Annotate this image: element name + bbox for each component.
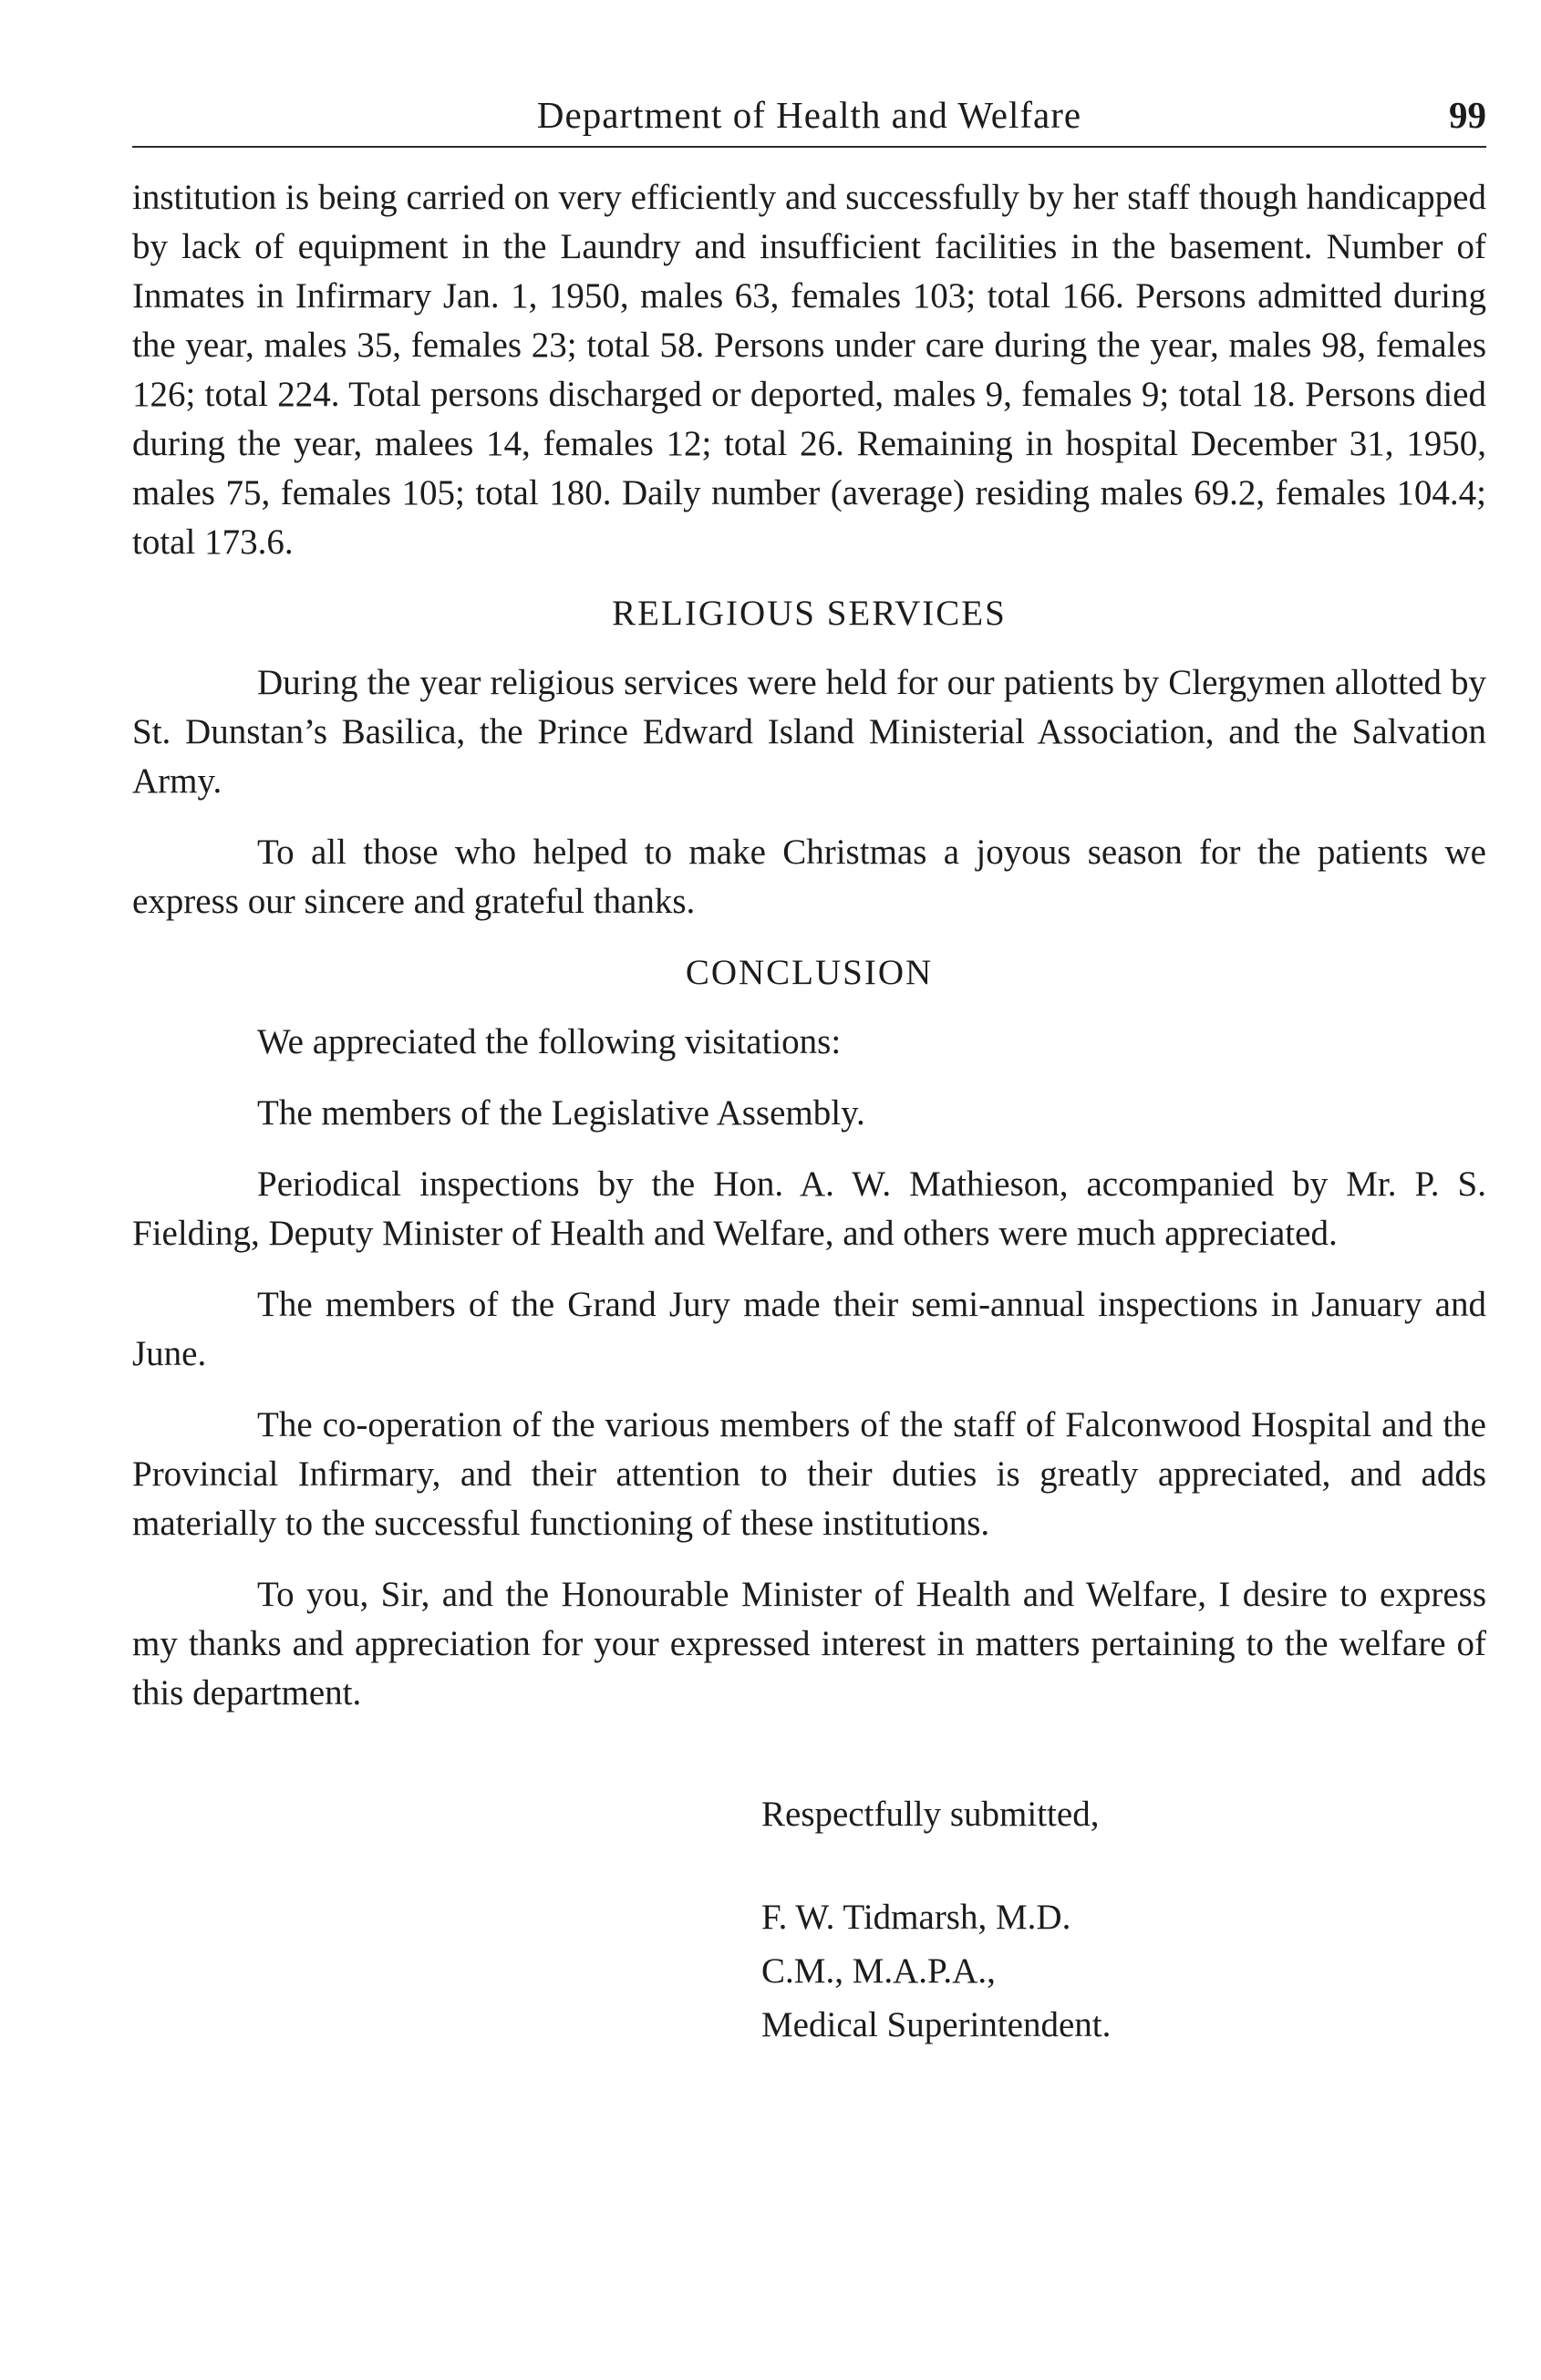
signature-credentials: C.M., M.A.P.A., [761,1951,996,1991]
infirmary-statistics-paragraph: institution is being carried on very efficiently and successfully by her staff though handicapped by lack of equipment in the Laundry and insufficient facilities in the basement. Number of Inmates in Infirmary Jan. 1, 1950, males 63, females 103; total 166. Persons admitted during the year, males 35, females 23; total 58. Persons under care during the year, males 98, females 126; total 224. Total persons discharged or deported, males 9, females 9; total 18. Persons died during the year, malees 14, females 12; total 26. Remaining in hospital December 31, 1950, males 75, females 105; total 180. Daily number (average) residing males 69.2, females 104.4; total 173.6. [132,178,1486,562]
signature-closing: Respectfully submitted, [761,1795,1100,1834]
religious-services-paragraph: During the year religious services were held for our patients by Clergymen allotted by St. Dunstan’s Basilica, the Prince Edward Island Ministerial Association, and the Salvation Army. [132,663,1486,801]
visitations-intro: We appreciated the following visitations: [257,1022,842,1061]
religious-services-heading: RELIGIOUS SERVICES [612,594,1007,633]
conclusion-heading: CONCLUSION [685,953,934,992]
document-page [132,89,1486,2052]
grand-jury-paragraph: The members of the Grand Jury made their semi-annual inspections in January and June. [132,1285,1486,1373]
running-header [132,89,1486,148]
page-number: 99 [1449,94,1486,136]
signature-title: Medical Superintendent. [761,2005,1112,2044]
closing-thanks-paragraph: To you, Sir, and the Honourable Minister of Health and Welfare, I desire to express my thanks and appreciation for your expressed interest in matters pertaining to the welfare of this department. [132,1575,1486,1713]
inspections-paragraph: Periodical inspections by the Hon. A. W. Mathieson, accompanied by Mr. P. S. Fielding, Deputy Minister of Health and Welfare, and others were much appreciated. [132,1164,1486,1253]
signature-spacer [761,1841,1486,1890]
body-text [132,173,1486,1718]
signature-block [761,1787,1486,2052]
signature-name: F. W. Tidmarsh, M.D. [761,1898,1071,1937]
staff-cooperation-paragraph: The co-operation of the various members of the staff of Falconwood Hospital and the Provincial Infirmary, and their attention to their duties is greatly appreciated, and adds materially to the successful functioning of these institutions. [132,1405,1486,1543]
header-title: Department of Health and Welfare [536,94,1082,136]
legislative-assembly-line: The members of the Legislative Assembly. [257,1093,865,1133]
christmas-thanks-paragraph: To all those who helped to make Christmas a joyous season for the patients we express our sincere and grateful thanks. [132,833,1486,921]
